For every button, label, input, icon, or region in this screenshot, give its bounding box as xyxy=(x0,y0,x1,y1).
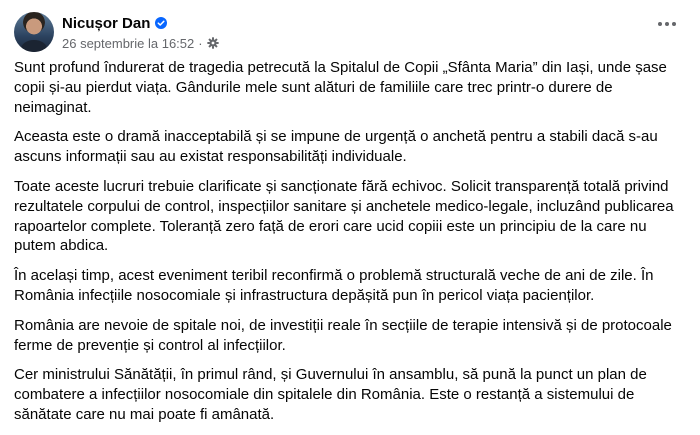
author-name[interactable]: Nicușor Dan xyxy=(62,14,151,32)
post-paragraph: Toate aceste lucruri trebuie clarificate și sancționate fără echivoc. Solicit transparență totală privind rezultatele corpului de control, inspecțiilor sanitare și anchetele medico-legale, incluzând publicarea rapoartelor complete. Toleranță zero față de erori care ucid copiii este un principiu de la care nu putem abdica. xyxy=(14,177,674,255)
more-dot xyxy=(665,22,669,26)
more-dot xyxy=(658,22,662,26)
post-paragraph: În același timp, acest eveniment teribil reconfirmă o problemă structurală veche de ani de zile. În România infecțiile nosocomiale și infrastructura depășită pun în pericol viața pacienților. xyxy=(14,267,654,304)
gear-icon[interactable] xyxy=(207,37,219,49)
author-row xyxy=(62,14,219,33)
post-paragraph: Sunt profund îndurerat de tragedia petrecută la Spitalul de Copii „Sfânta Maria” din Iași, unde șase copii și-au pierdut viața. Gândurile mele sunt alături de familiile care trec printr-o durere de neimaginat. xyxy=(14,59,667,116)
post-body xyxy=(14,58,690,435)
author-avatar[interactable] xyxy=(14,12,54,52)
separator-dot: · xyxy=(198,35,203,51)
more-dot xyxy=(672,22,676,26)
more-options-button[interactable] xyxy=(652,14,682,34)
verified-badge-icon xyxy=(155,17,167,29)
post-timestamp[interactable]: 26 septembrie la 16:52 xyxy=(62,35,195,51)
post-meta xyxy=(62,14,219,51)
post-paragraph: Aceasta este o dramă inacceptabilă și se impune de urgență o anchetă pentru a stabili dacă s-au ascuns informații sau au existat responsabilități individuale. xyxy=(14,128,658,166)
post-header xyxy=(14,10,219,54)
post-paragraph: Cer ministrului Sănătății, în primul rând, și Guvernului în ansamblu, să pună la punct un plan de combatere a infecțiilor nosocomiale din spitalele din România. Este o restanță a sistemului de sănătate care nu mai poate fi amânată. xyxy=(14,366,647,423)
post-subtitle xyxy=(62,36,219,51)
post-paragraph: România are nevoie de spitale noi, de investiții reale în secțiile de terapie intensivă și de protocoale ferme de prevenție și control al infecțiilor. xyxy=(14,316,672,354)
